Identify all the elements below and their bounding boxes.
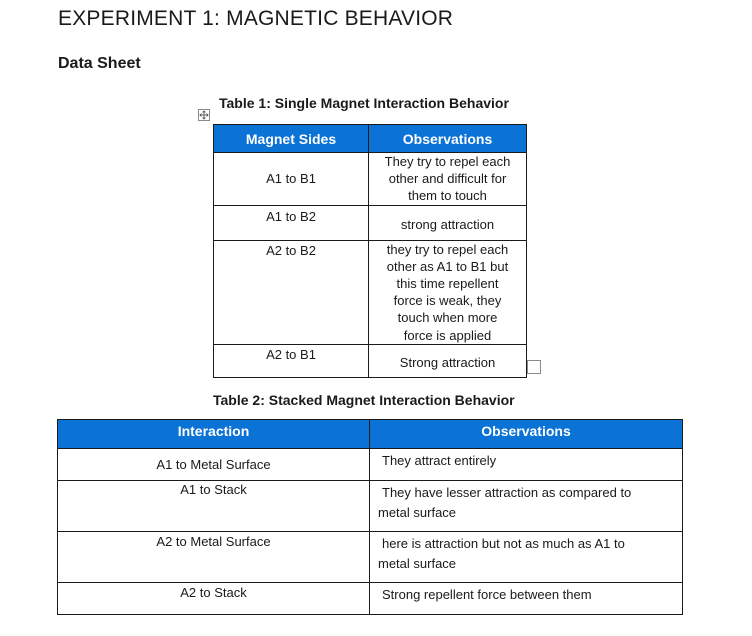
cell-text: A1 to B1 [266,171,316,187]
table-move-handle[interactable] [198,109,210,121]
cell-text-line: strong attraction [400,217,495,232]
table2-caption: Table 2: Stacked Magnet Interaction Behavior [213,392,515,408]
table2-interaction-cell: A1 to Stack [58,481,370,532]
table-row [214,153,527,206]
cell-text-line: other as A1 to B1 but [386,258,509,274]
table1-observation-cell [369,153,527,206]
table-row [58,532,683,583]
table1-caption: Table 1: Single Magnet Interaction Behavior [219,95,509,111]
table-row [58,481,683,532]
table1-side-cell [214,205,369,240]
cell-text-line: force is weak, they [393,293,502,309]
table-resize-handle[interactable] [527,360,541,374]
table2-observation-cell [370,532,683,583]
cell-text: A2 to B2 [266,242,316,258]
document-title: EXPERIMENT 1: MAGNETIC BEHAVIOR [58,7,454,30]
table1-header-magnet-sides: Magnet Sides [214,125,369,153]
table2-observation-cell [370,481,683,532]
cell-text: A1 to B2 [266,208,316,224]
table2-interaction-cell: A2 to Metal Surface [58,532,370,583]
cell-text-line: metal surface [378,505,457,520]
table2-observation-cell [370,583,683,615]
table2-header-interaction: Interaction [58,420,370,449]
cell-text-line: they try to repel each [386,241,509,257]
table1-side-cell [214,240,369,344]
table1-side-cell [214,153,369,206]
section-heading: Data Sheet [58,55,141,72]
move-arrows-icon [199,110,209,120]
cell-text-line: They have lesser attraction as compared to [382,485,632,500]
table2-interaction-cell: A1 to Metal Surface [58,449,370,481]
cell-text-line: Strong attraction [399,355,496,371]
cell-text-line: this time repellent [396,276,499,292]
table1-observation-cell [369,344,527,377]
table-row [214,344,527,377]
cell-text-line: They try to repel each [384,154,511,169]
table-row [214,240,527,344]
table1-header-observations: Observations [369,125,527,153]
cell-text-line: metal surface [378,556,457,571]
table2-interaction-cell: A2 to Stack [58,583,370,615]
table1-side-cell [214,344,369,377]
cell-text-line: touch when more [397,310,498,326]
table2-observation-cell [370,449,683,481]
table-row [58,583,683,615]
cell-text-line: force is applied [403,327,492,343]
table1 [213,124,527,378]
cell-text-line: them to touch [408,188,487,204]
table1-observation-cell [369,205,527,240]
cell-text-line: They attract entirely [382,453,497,468]
cell-text: A2 to B1 [266,346,316,362]
table-row [214,205,527,240]
table2 [57,419,683,615]
cell-text-line: Strong repellent force between them [382,587,592,602]
cell-text-line: here is attraction but not as much as A1 to [382,536,625,551]
table1-observation-cell [369,240,527,344]
cell-text-line: other and difficult for [388,171,507,187]
table-row [58,449,683,481]
table2-header-observations: Observations [370,420,683,449]
